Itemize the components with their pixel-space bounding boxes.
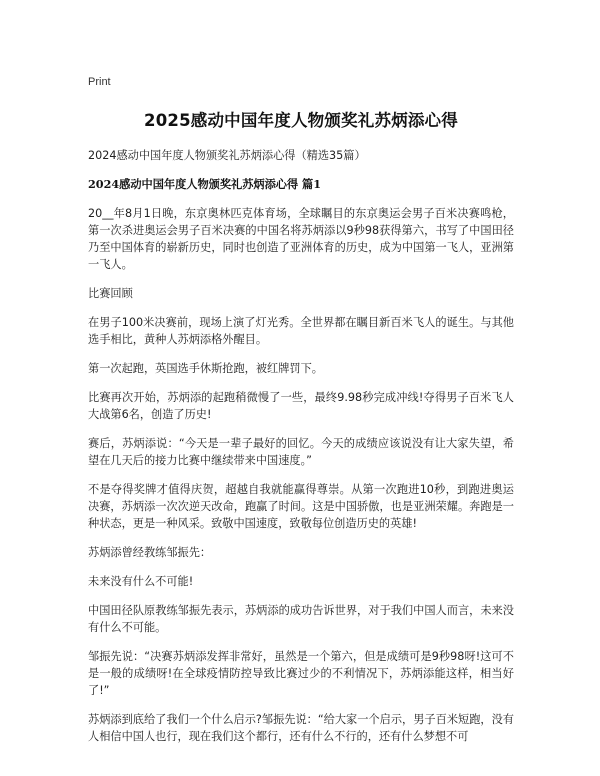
paragraph-recap-heading: 比赛回顾 — [88, 287, 133, 300]
print-link[interactable]: Print — [88, 76, 111, 88]
paragraph-tribute: 不是夺得奖牌才值得庆贺，超越自我就能赢得尊崇。从第一次跑进10秒，到跑进奥运决赛，苏炳添一次次逆天改命，跑赢了时间。这是中国骄傲，也是亚洲荣耀。奔跑是一种状态，更是一种风采。致敬中国速度，致敬每位创造历史的英雄! — [88, 483, 514, 530]
paragraph-coach-heading: 苏炳添曾经教练邹振先： — [88, 546, 212, 559]
paragraph-light-show: 在男子100米决赛前，现场上演了灯光秀。全世界都在瞩目新百米飞人的诞生。与其他选手相比，黄种人苏炳添格外醒目。 — [88, 316, 514, 346]
paragraph-intro: 20__年8月1日晚，东京奥林匹克体育场，全球瞩目的东京奥运会男子百米决赛鸣枪，第一次杀进奥运会男子百米决赛的中国名将苏炳添以9秒98获得第六，书写了中国田径乃至中国体育的崭新历史，同时也创造了亚洲体育的历史，成为中国第一飞人，亚洲第一飞人。 — [88, 207, 514, 271]
document-subtitle: 2024感动中国年度人物颁奖礼苏炳添心得（精选35篇） — [88, 149, 366, 162]
paragraph-coach-statement: 中国田径队原教练邹振先表示，苏炳添的成功告诉世界，对于我们中国人而言，未来没有什么不可能。 — [88, 604, 514, 634]
section-heading: 2024感动中国年度人物颁奖礼苏炳添心得 篇1 — [88, 177, 322, 191]
paragraph-coach-quote: 邹振先说：“决赛苏炳添发挥非常好，虽然是一个第六，但是成绩可是9秒98呀!这可不是一般的成绩呀!在全球疫情防控导致比赛过少的不利情况下，苏炳添能这样，相当好了!” — [88, 650, 514, 697]
paragraph-nothing-impossible: 未来没有什么不可能! — [88, 575, 194, 588]
paragraph-post-race-quote: 赛后，苏炳添说：“今天是一辈子最好的回忆。今天的成绩应该说没有让大家失望，希望在几天后的接力比赛中继续带来中国速度。” — [88, 437, 514, 467]
paragraph-race-result: 比赛再次开始，苏炳添的起跑稍微慢了一些，最终9.98秒完成冲线!夺得男子百米飞人大战第6名，创造了历史! — [88, 391, 514, 421]
document-title: 2025感动中国年度人物颁奖礼苏炳添心得 — [144, 111, 458, 130]
paragraph-false-start: 第一次起跑，英国选手休斯抢跑，被红牌罚下。 — [88, 362, 323, 375]
paragraph-inspiration: 苏炳添到底给了我们一个什么启示?邹振先说：“给大家一个启示，男子百米短跑，没有人相信中国人也行，现在我们这个都行，还有什么不行的，还有什么梦想不可 — [88, 713, 514, 743]
